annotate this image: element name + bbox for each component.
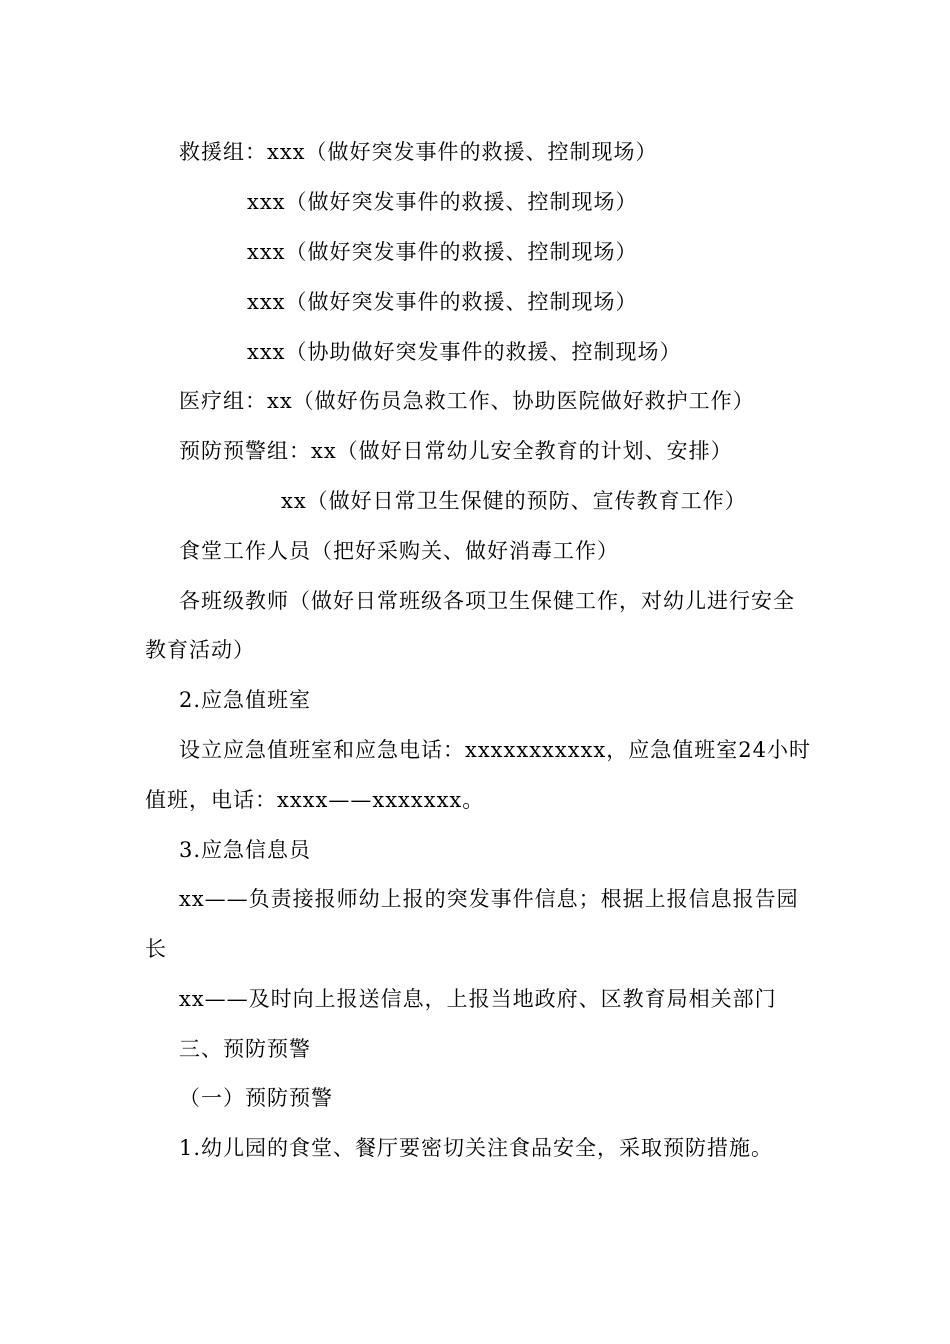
rescue-group-line: 救援组：xxx（做好突发事件的救援、控制现场） — [179, 140, 658, 164]
chapter-heading-prevention: 三、预防预警 — [179, 1037, 311, 1061]
rescue-member-line: xxx（做好突发事件的救援、控制现场） — [247, 190, 638, 214]
section-heading-info-officer: 3.应急信息员 — [179, 838, 312, 862]
info-officer-continuation: 长 — [145, 937, 167, 961]
duty-room-continuation: 值班，电话：xxxx——xxxxxxx。 — [145, 788, 485, 812]
subsection-heading: （一）预防预警 — [179, 1086, 333, 1110]
class-teachers-continuation: 教育活动） — [145, 638, 255, 662]
class-teachers-line: 各班级教师（做好日常班级各项卫生保健工作，对幼儿进行安全 — [179, 589, 795, 613]
info-officer-line: xx——负责接报师幼上报的突发事件信息；根据上报信息报告园 — [179, 887, 799, 911]
prevention-group-line: 预防预警组：xx（做好日常幼儿安全教育的计划、安排） — [179, 439, 733, 463]
rescue-member-line: xxx（做好突发事件的救援、控制现场） — [247, 290, 638, 314]
prevention-member-line: xx（做好日常卫生保健的预防、宣传教育工作） — [281, 489, 747, 513]
medical-group-line: 医疗组：xx（做好伤员急救工作、协助医院做好救护工作） — [179, 389, 755, 413]
rescue-member-line: xxx（做好突发事件的救援、控制现场） — [247, 240, 638, 264]
info-officer-line: xx——及时向上报送信息，上报当地政府、区教育局相关部门 — [179, 987, 777, 1011]
duty-room-paragraph: 设立应急值班室和应急电话：xxxxxxxxxxx，应急值班室24小时 — [179, 738, 811, 762]
canteen-staff-line: 食堂工作人员（把好采购关、做好消毒工作） — [179, 539, 619, 563]
numbered-paragraph: 1.幼儿园的食堂、餐厅要密切关注食品安全，采取预防措施。 — [179, 1136, 774, 1160]
rescue-assist-line: xxx（协助做好突发事件的救援、控制现场） — [247, 340, 682, 364]
section-heading-duty-room: 2.应急值班室 — [179, 688, 312, 712]
